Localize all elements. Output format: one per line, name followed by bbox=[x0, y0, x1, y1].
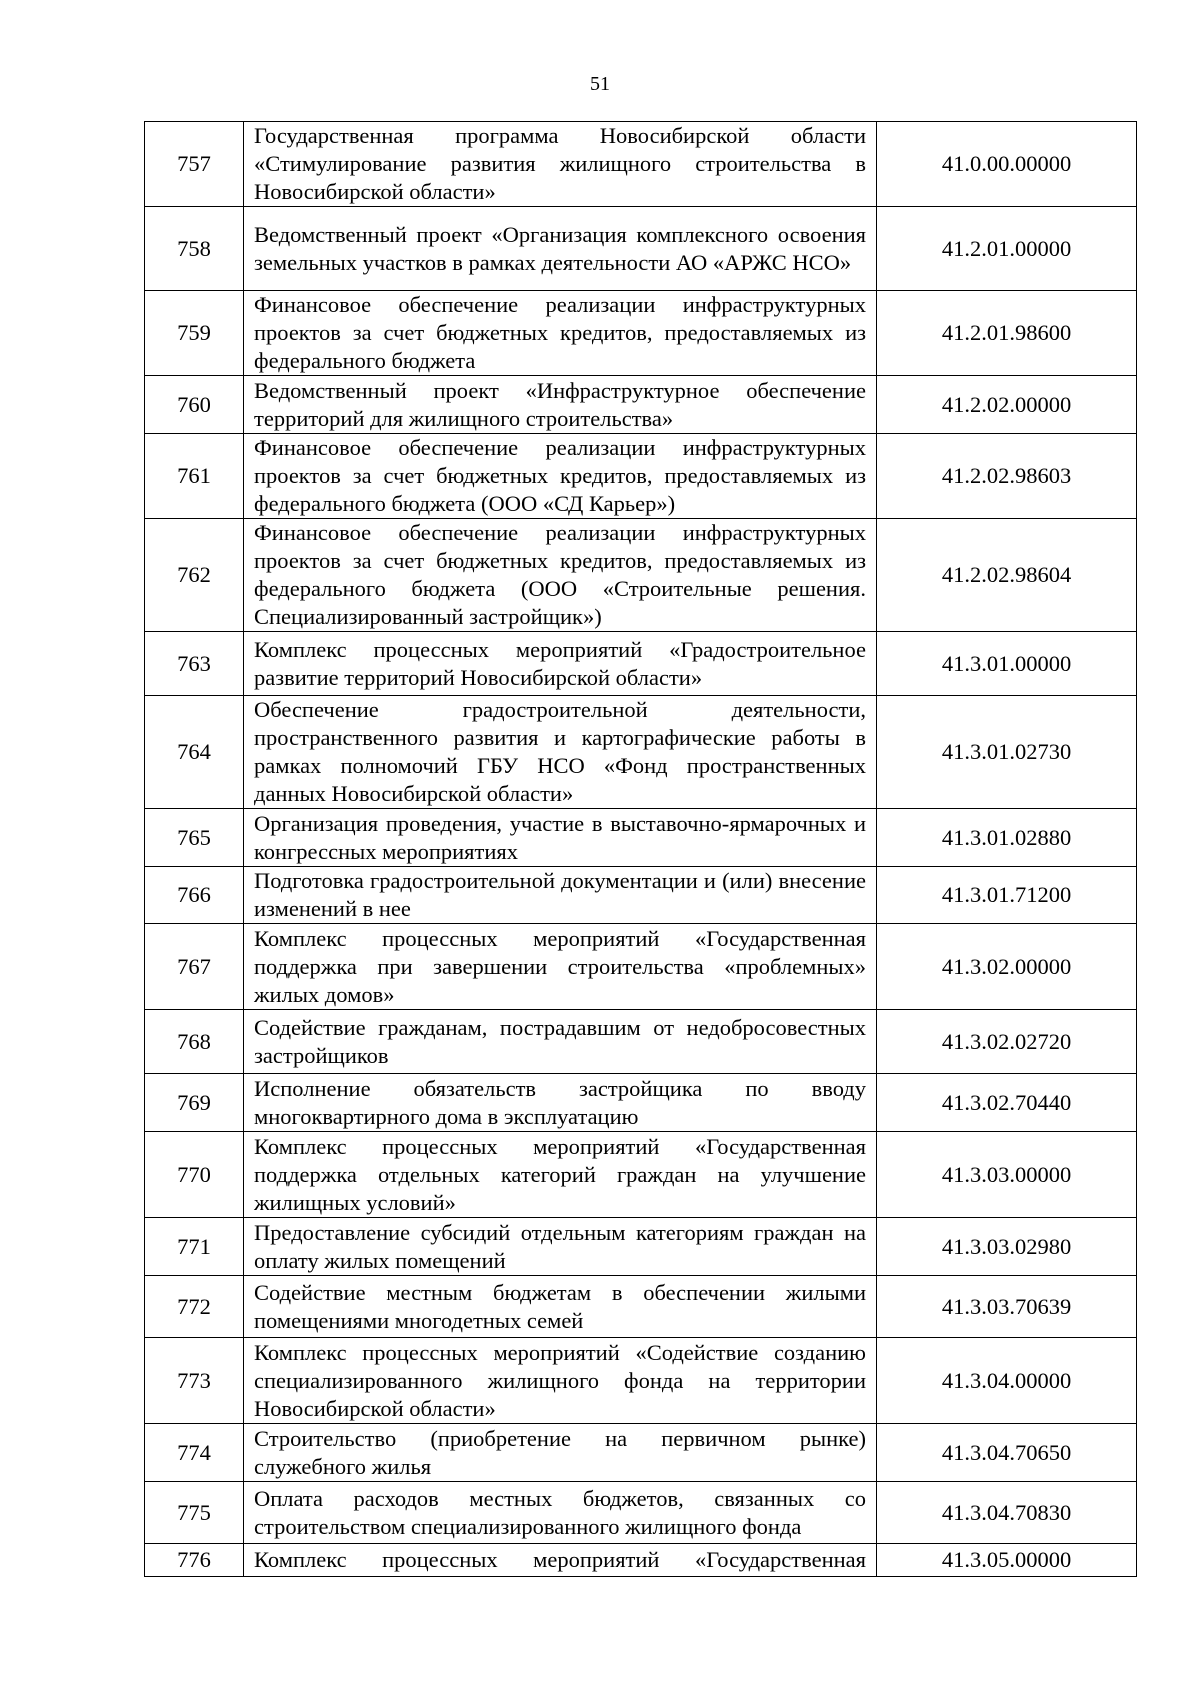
row-code: 41.3.03.00000 bbox=[877, 1132, 1137, 1218]
table-row bbox=[145, 867, 1137, 924]
table-row bbox=[145, 809, 1137, 867]
row-code: 41.3.03.70639 bbox=[877, 1276, 1137, 1338]
row-code: 41.3.02.02720 bbox=[877, 1010, 1137, 1074]
row-code: 41.3.01.02730 bbox=[877, 696, 1137, 809]
row-name: Финансовое обеспечение реализации инфраструктурных проектов за счет бюджетных кредитов, предоставляемых из федерального бюджета (ООО «СД Карьер») bbox=[244, 434, 877, 519]
row-name: Комплекс процессных мероприятий «Государственная поддержка при завершении строительства «проблемных» жилых домов» bbox=[244, 924, 877, 1010]
table-row bbox=[145, 1544, 1137, 1577]
row-name: Обеспечение градостроительной деятельности, пространственного развития и картографические работы в рамках полномочий ГБУ НСО «Фонд пространственных данных Новосибирской области» bbox=[244, 696, 877, 809]
row-name: Ведомственный проект «Организация комплексного освоения земельных участков в рамках деятельности АО «АРЖС НСО» bbox=[244, 207, 877, 291]
row-number: 774 bbox=[145, 1424, 244, 1482]
row-name: Предоставление субсидий отдельным категориям граждан на оплату жилых помещений bbox=[244, 1218, 877, 1276]
page-number: 51 bbox=[590, 73, 610, 95]
row-number: 775 bbox=[145, 1482, 244, 1544]
row-code: 41.3.05.00000 bbox=[877, 1544, 1137, 1577]
row-name: Комплекс процессных мероприятий «Градостроительное развитие территорий Новосибирской области» bbox=[244, 632, 877, 696]
table-row bbox=[145, 696, 1137, 809]
row-number: 768 bbox=[145, 1010, 244, 1074]
row-number: 776 bbox=[145, 1544, 244, 1577]
row-code: 41.2.02.98603 bbox=[877, 434, 1137, 519]
row-code: 41.3.02.70440 bbox=[877, 1074, 1137, 1132]
table-row bbox=[145, 1010, 1137, 1074]
table-row bbox=[145, 207, 1137, 291]
table-row bbox=[145, 1424, 1137, 1482]
table-row bbox=[145, 1132, 1137, 1218]
row-number: 771 bbox=[145, 1218, 244, 1276]
row-number: 759 bbox=[145, 291, 244, 376]
row-name: Ведомственный проект «Инфраструктурное обеспечение территорий для жилищного строительства» bbox=[244, 376, 877, 434]
row-code: 41.3.04.70830 bbox=[877, 1482, 1137, 1544]
row-number: 773 bbox=[145, 1338, 244, 1424]
row-name: Содействие местным бюджетам в обеспечении жилыми помещениями многодетных семей bbox=[244, 1276, 877, 1338]
row-number: 764 bbox=[145, 696, 244, 809]
row-code: 41.3.01.00000 bbox=[877, 632, 1137, 696]
table-row bbox=[145, 1482, 1137, 1544]
table-row bbox=[145, 519, 1137, 632]
table-row bbox=[145, 376, 1137, 434]
row-number: 769 bbox=[145, 1074, 244, 1132]
row-name: Строительство (приобретение на первичном рынке) служебного жилья bbox=[244, 1424, 877, 1482]
row-code: 41.3.03.02980 bbox=[877, 1218, 1137, 1276]
row-name: Финансовое обеспечение реализации инфраструктурных проектов за счет бюджетных кредитов, предоставляемых из федерального бюджета bbox=[244, 291, 877, 376]
row-code: 41.3.04.70650 bbox=[877, 1424, 1137, 1482]
row-number: 760 bbox=[145, 376, 244, 434]
row-name: Оплата расходов местных бюджетов, связанных со строительством специализированного жилищного фонда bbox=[244, 1482, 877, 1544]
row-code: 41.3.02.00000 bbox=[877, 924, 1137, 1010]
row-code: 41.0.00.00000 bbox=[877, 122, 1137, 207]
row-code: 41.3.01.71200 bbox=[877, 867, 1137, 924]
row-code: 41.2.02.98604 bbox=[877, 519, 1137, 632]
row-number: 766 bbox=[145, 867, 244, 924]
row-name: Комплекс процессных мероприятий «Государственная bbox=[244, 1544, 877, 1577]
row-name: Комплекс процессных мероприятий «Государственная поддержка отдельных категорий граждан на улучшение жилищных условий» bbox=[244, 1132, 877, 1218]
table-body bbox=[145, 122, 1137, 1577]
row-name: Исполнение обязательств застройщика по вводу многоквартирного дома в эксплуатацию bbox=[244, 1074, 877, 1132]
row-number: 757 bbox=[145, 122, 244, 207]
row-name: Подготовка градостроительной документации и (или) внесение изменений в нее bbox=[244, 867, 877, 924]
row-number: 767 bbox=[145, 924, 244, 1010]
row-name: Финансовое обеспечение реализации инфраструктурных проектов за счет бюджетных кредитов, предоставляемых из федерального бюджета (ООО «Строительные решения. Специализированный застройщик») bbox=[244, 519, 877, 632]
table-row bbox=[145, 924, 1137, 1010]
budget-code-table bbox=[144, 121, 1137, 1577]
row-name: Государственная программа Новосибирской области «Стимулирование развития жилищного строительства в Новосибирской области» bbox=[244, 122, 877, 207]
table-row bbox=[145, 1218, 1137, 1276]
row-number: 761 bbox=[145, 434, 244, 519]
row-code: 41.2.01.98600 bbox=[877, 291, 1137, 376]
row-number: 762 bbox=[145, 519, 244, 632]
row-name: Организация проведения, участие в выставочно-ярмарочных и конгрессных мероприятиях bbox=[244, 809, 877, 867]
row-number: 770 bbox=[145, 1132, 244, 1218]
table-row bbox=[145, 122, 1137, 207]
row-code: 41.2.02.00000 bbox=[877, 376, 1137, 434]
row-code: 41.2.01.00000 bbox=[877, 207, 1137, 291]
table-row bbox=[145, 291, 1137, 376]
row-number: 763 bbox=[145, 632, 244, 696]
row-number: 772 bbox=[145, 1276, 244, 1338]
table-row bbox=[145, 1276, 1137, 1338]
table-row bbox=[145, 1338, 1137, 1424]
row-code: 41.3.01.02880 bbox=[877, 809, 1137, 867]
row-name: Содействие гражданам, пострадавшим от недобросовестных застройщиков bbox=[244, 1010, 877, 1074]
table-row bbox=[145, 632, 1137, 696]
row-name: Комплекс процессных мероприятий «Содействие созданию специализированного жилищного фонда на территории Новосибирской области» bbox=[244, 1338, 877, 1424]
row-code: 41.3.04.00000 bbox=[877, 1338, 1137, 1424]
table-row bbox=[145, 434, 1137, 519]
row-number: 765 bbox=[145, 809, 244, 867]
table-row bbox=[145, 1074, 1137, 1132]
row-number: 758 bbox=[145, 207, 244, 291]
